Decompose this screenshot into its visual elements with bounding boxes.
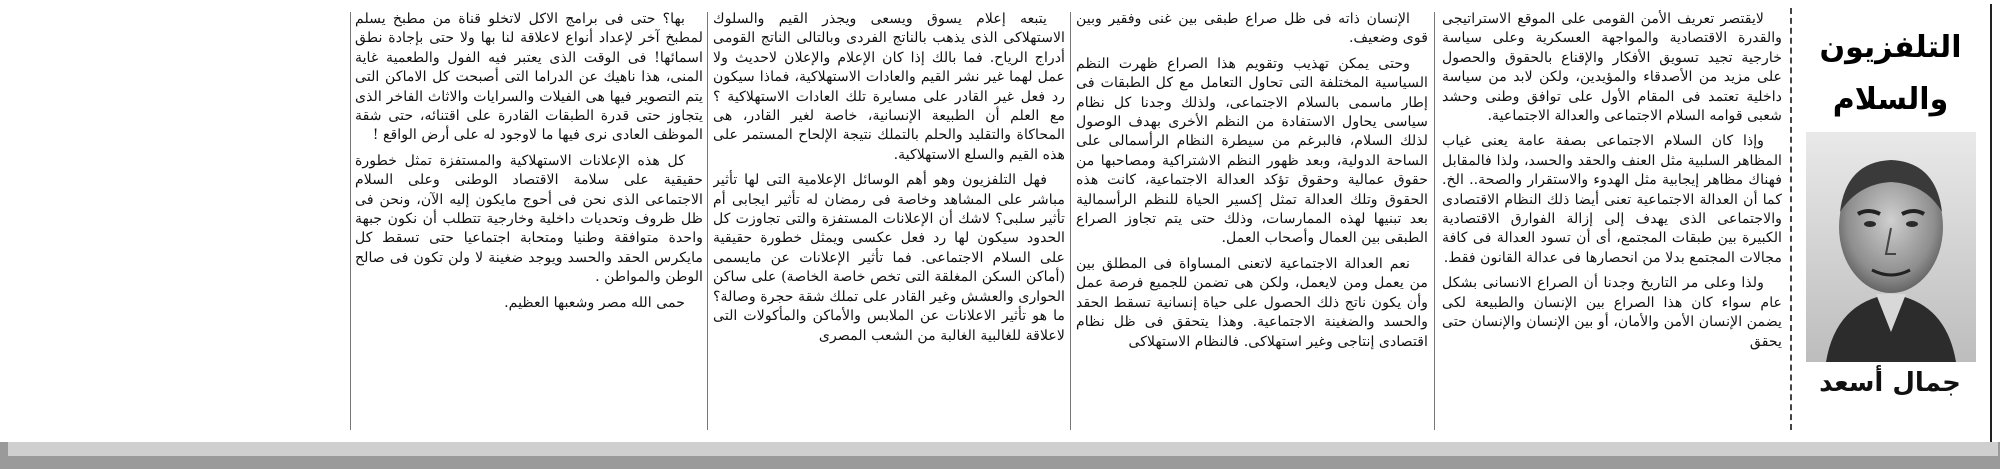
paragraph: نعم العدالة الاجتماعية لاتعنى المساواة فى المطلق بين من يعمل ومن لايعمل، ولكن هى تضمن للجميع فرصة عمل وأن يكون ناتج ذلك الحصول على حياة إنسانية تسقط الحقد والحسد والضغينة الاجتماعية. وهذا يتحقق فى ظل نظام اقتصادى إنتاجى وغير استهلاكى. فالنظام الاستهلاكى xyxy=(1076,255,1428,350)
page-bottom-edge-inner xyxy=(8,442,1998,456)
paragraph: بها؟ حتى فى برامج الاكل لاتخلو قناة من مطبخ يسلم لمطبخ آخر لإعداد أنواع لاعلاقة لنا بها ولا حتى بإجادة نطق اسمائها! فى الوقت الذى يعتبر فيه الفول والطعمية غاية المنى، هذا ناهيك عن الدراما التى أصبحت كل الاماكن التى يتم التصوير فيها هى الفيلات والسرايات والاثاث الفاخر الذى يتجاوز حتى قدرة الطبقات القادرة على اقتنائه، حتى شقة الموظف العادى نرى فيها ما لاوجود له على أرض الواقع ! xyxy=(355,11,703,144)
column-divider xyxy=(350,12,351,430)
article-title: التلفزيون والسلام xyxy=(1819,30,1962,117)
paragraph: وحتى يمكن تهذيب وتقويم هذا الصراع ظهرت النظم السياسية المختلفة التى تحاول التعامل مع كل الطبقات فى إطار ماسمى بالسلام الاجتماعى، ولذلك وجدنا كل نظام سياسى يحاول الاستفادة من النظم الأخرى بهدف الوصول لذلك السلام، فالبرغم من سيطرة النظام الرأسمالى على الساحة الدولية، وبعد ظهور النظم الاشتراكية ومصاحبها من حقوق عمالية وحقوق تؤكد العدالة الاجتماعية، كانت هذه الحقوق وتلك العدالة تمثل إكسير الحياة للنظم الرأسمالية بعد تبنيها لهذه الممارسات، وذلك حتى يتم تجاوز الصراع الطبقى بين العمال وأصحاب العمل. xyxy=(1076,55,1428,247)
paragraph: وإذا كان السلام الاجتماعى بصفة عامة يعنى غياب المظاهر السلبية مثل العنف والحقد والحسد، ولذا فالمقابل فهناك مظاهر إيجابية مثل الهدوء والاستقرار والصحة.. الخ. كما أن العدالة الاجتماعية تعنى أيضا ذلك النظام الاقتصادى والاجتماعى الذى يهدف إلى إزالة الفوارق الاقتصادية الكبيرة بين طبقات المجتمع، أى أن تسود العدالة فى كافة مجالات المجتمع بدلا من انحصارها فى عدالة القانون فقط. xyxy=(1442,133,1782,266)
paragraph: فهل التلفزيون وهو أهم الوسائل الإعلامية التى لها تأثير مباشر على المشاهد وخاصة فى رمضان له تأثير ايجابى أم تأثير سلبى؟ لاشك أن الإعلانات المستفزة والتى تجاوزت كل الحدود سيكون لها رد فعل عكسى ويمثل خطورة حقيقية على السلام الاجتماعى. فما تأثير الإعلانات عن مايسمى (أماكن السكن المغلقة التى تخص خاصة الخاصة) على ساكن الحوارى والعشش وغير القادر على تملك شقة حجرة وصالة؟ ما هو تأثير الاعلانات عن الملابس والأماكن والمأكولات التى لاعلاقة للغالبية الغالبة من الشعب المصرى xyxy=(713,172,1065,344)
article-column-3 xyxy=(713,10,1065,430)
author-name: جمال أسعد xyxy=(1819,368,1961,398)
article-column-1 xyxy=(1442,10,1782,430)
column-divider xyxy=(707,12,708,430)
column-divider xyxy=(1434,12,1435,430)
article-column-2 xyxy=(1076,10,1428,430)
article-column-4 xyxy=(355,10,703,430)
author-photo xyxy=(1806,132,1976,362)
column-divider xyxy=(1070,12,1071,430)
paragraph: يتبعه إعلام يسوق ويسعى ويجذر القيم والسلوك الاستهلاكى الذى يذهب بالناتج الفردى وبالتالى الناتج القومى أدراج الرياح. فما بالك إذا كان الإعلام والإعلان لاحديث ولا عمل لهما غير نشر القيم والعادات الاستهلاكية، فماذا سيكون رد فعل غير القادر على مسايرة تلك العادات الاستهلاكية ؟ مع العلم أن الطبيعة الإنسانية، خاصة لغير القادر، هى المحاكاة والتقليد والحلم بالتملك نتيجة الإلحاح المستمر على هذه القيم والسلع الاستهلاكية. xyxy=(713,11,1065,163)
paragraph: كل هذه الإعلانات الاستهلاكية والمستفزة تمثل خطورة حقيقية على سلامة الاقتصاد الوطنى وعلى السلام الاجتماعى الذى نحن فى أحوج مايكون إليه الآن، ونحن فى ظل ظروف وتحديات داخلية وخارجية تتطلب أن نكون جبهة واحدة متوافقة وطنيا ومتحابة اجتماعيا حتى تسقط كل مايكرس الحقد والحسد ويوجد ضغينة لا ولن تكون فى صالح الوطن والمواطن . xyxy=(355,152,703,286)
paragraph: حمى الله مصر وشعبها العظيم. xyxy=(504,294,685,311)
paragraph: لايقتصر تعريف الأمن القومى على الموقع الاستراتيجى والقدرة الاقتصادية والمواجهة العسكرية وعلى سياسة خارجية تجيد تسويق الأفكار والإقناع بالحقوق والحصول على مزيد من الأصدقاء والمؤيدين، ولكن لابد من سياسة داخلية تعتمد فى المقام الأول على توافق وطنى وحشد شعبى قوامه السلام الاجتماعى والعدالة الاجتماعية. xyxy=(1442,11,1782,125)
paragraph: ولذا وعلى مر التاريخ وجدنا أن الصراع الانسانى بشكل عام سواء كان هذا الصراع بين الإنسان والطبيعة لكى يضمن الإنسان الأمن والأمان، أو بين الإنسان والإنسان حتى يحقق xyxy=(1442,275,1782,350)
paragraph: الإنسان ذاته فى ظل صراع طبقى بين غنى وفقير وبين قوى وضعيف. xyxy=(1076,11,1428,47)
author-photo-image xyxy=(1806,132,1976,362)
